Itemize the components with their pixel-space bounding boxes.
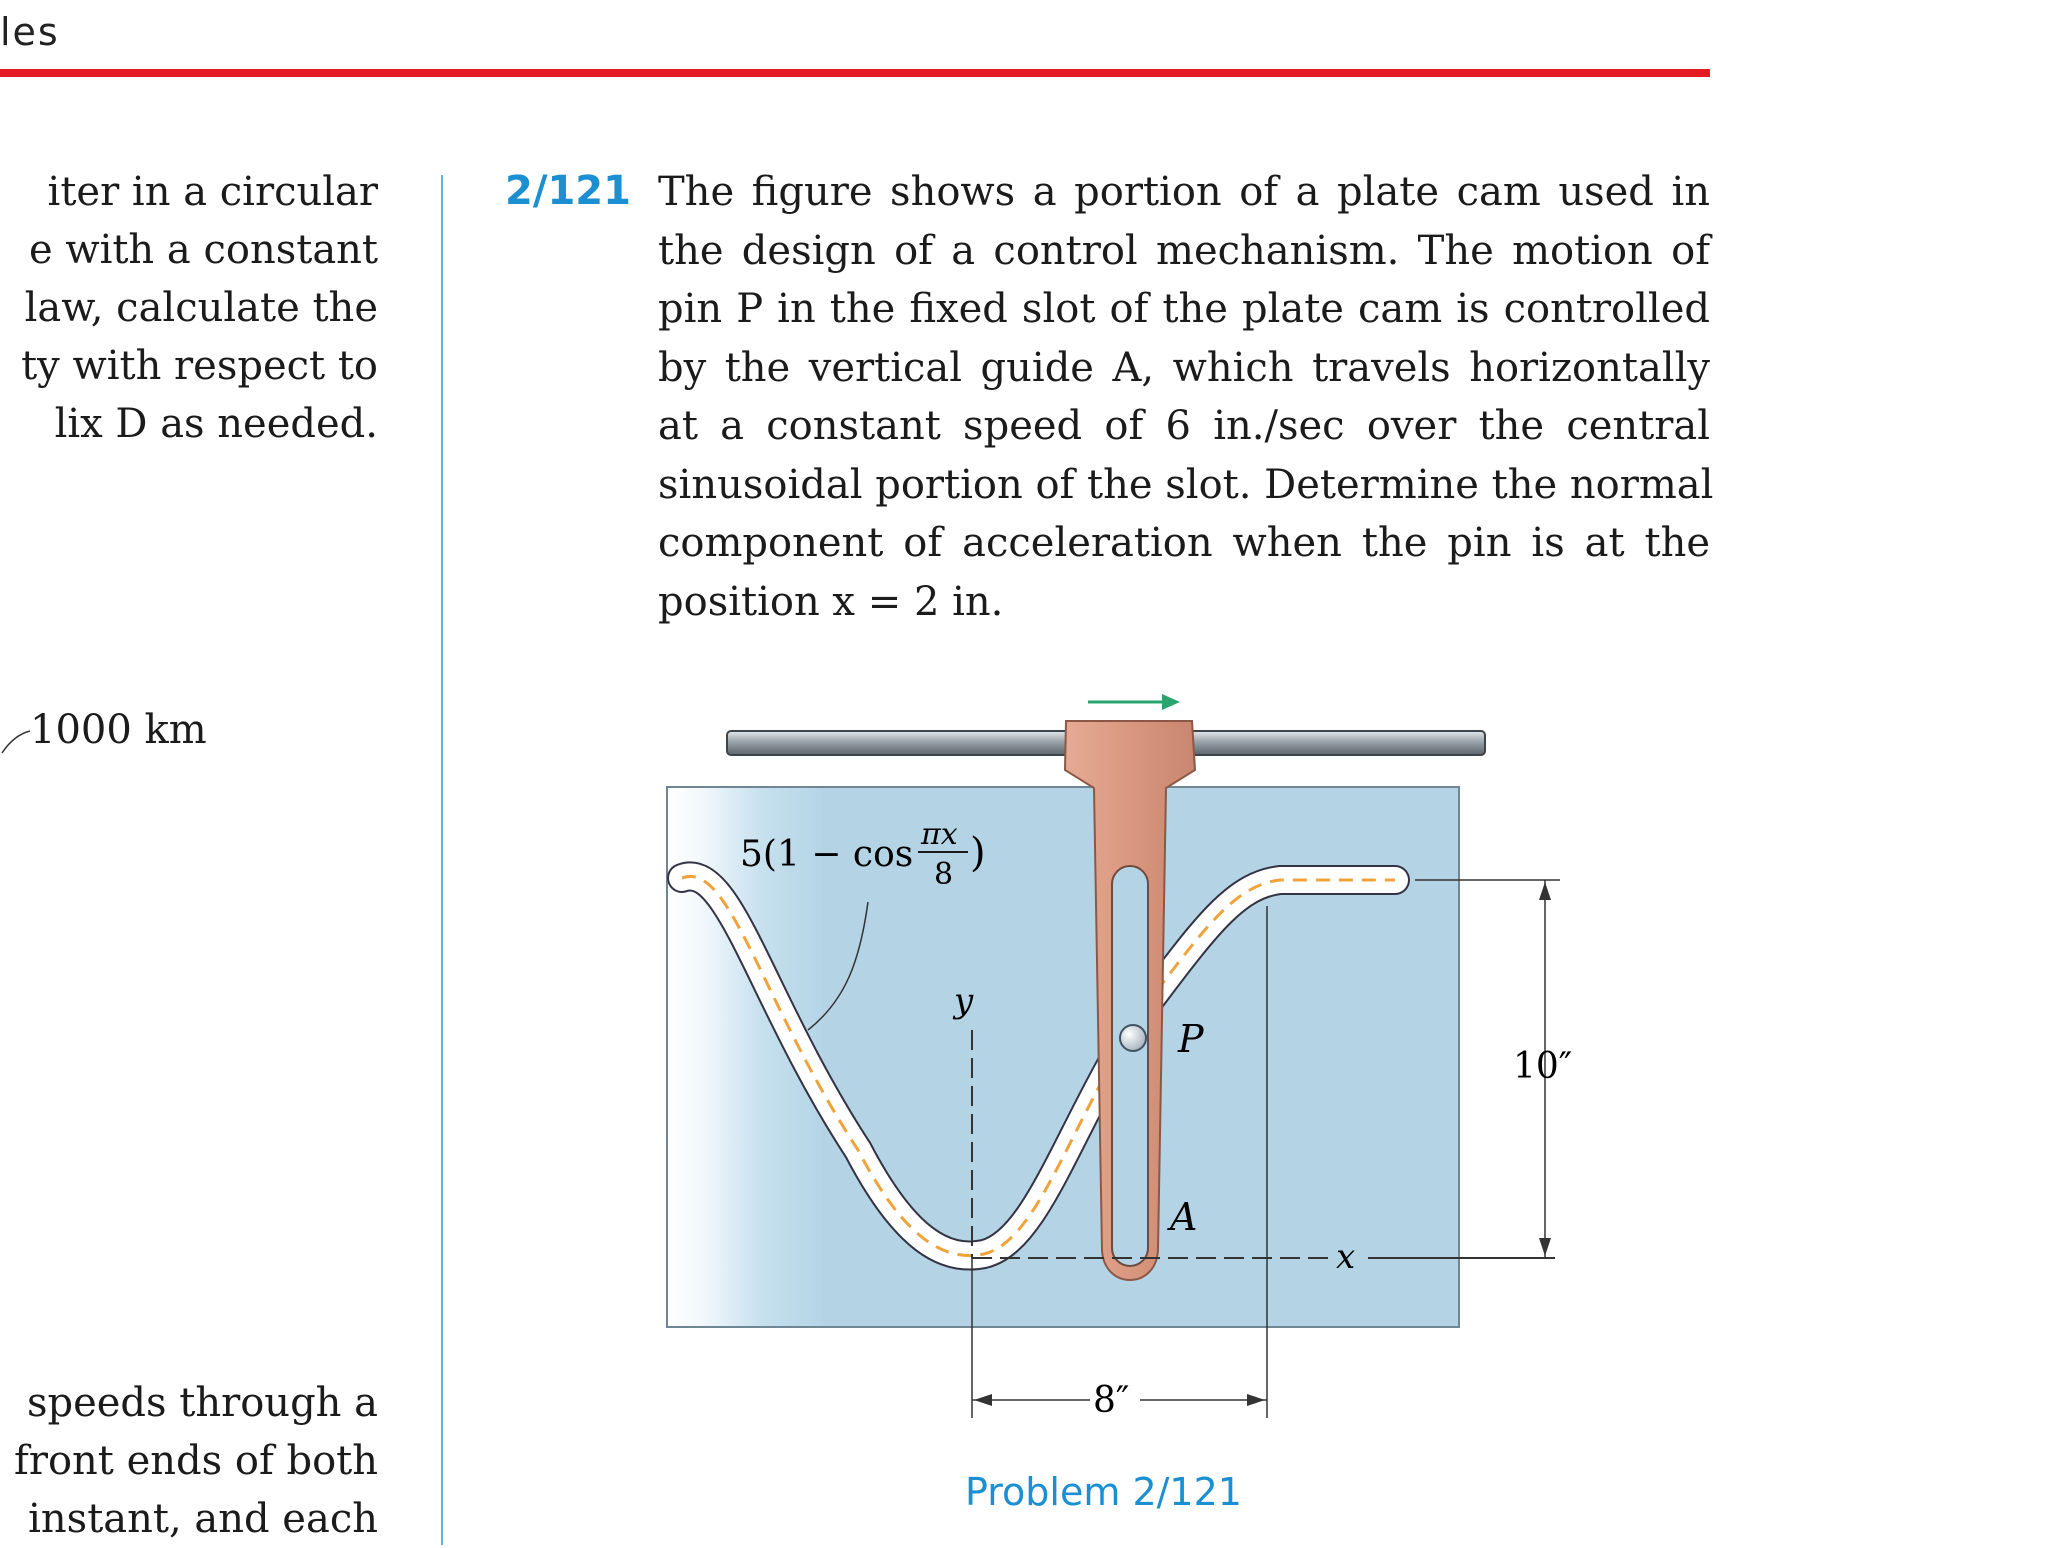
curve-equation-suffix: ) bbox=[970, 830, 986, 876]
motion-arrow bbox=[1088, 694, 1180, 710]
guide-slot bbox=[1112, 866, 1148, 1266]
problem-number: 2/121 bbox=[505, 168, 631, 214]
left-text-line: front ends of both bbox=[14, 1438, 378, 1484]
guide-label: A bbox=[1170, 1195, 1198, 1239]
section-header: les bbox=[0, 10, 60, 54]
problem-line: The figure shows a portion of a plate cam used in bbox=[658, 169, 1710, 215]
left-text-line: lix D as needed. bbox=[54, 401, 378, 447]
altitude-label: 1000 km bbox=[30, 707, 207, 753]
problem-line: the design of a control mechanism. The motion of bbox=[658, 227, 1710, 274]
left-text-line: law, calculate the bbox=[24, 285, 378, 331]
curve-equation-numerator: πx bbox=[921, 817, 958, 852]
x-axis-label: x bbox=[1336, 1237, 1356, 1277]
width-dimension-label: 8″ bbox=[1093, 1380, 1130, 1421]
problem-line: by the vertical guide A, which travels horizontally bbox=[658, 344, 1710, 391]
left-text-line: speeds through a bbox=[26, 1380, 378, 1426]
problem-line: pin P in the fixed slot of the plate cam is controlled bbox=[658, 286, 1710, 332]
left-text-line: instant, and each bbox=[28, 1496, 378, 1542]
left-text-line: iter in a circular bbox=[47, 169, 378, 215]
left-text-line: ty with respect to bbox=[21, 343, 378, 389]
problem-line: at a constant speed of 6 in./sec over the central bbox=[658, 403, 1710, 449]
figure-caption: Problem 2/121 bbox=[965, 1470, 1242, 1514]
problem-line: position x = 2 in. bbox=[658, 578, 1004, 625]
height-dimension-label: 10″ bbox=[1513, 1046, 1573, 1087]
curve-equation-prefix: 5(1 − cos bbox=[740, 834, 914, 875]
pin-p bbox=[1120, 1025, 1146, 1051]
problem-line: sinusoidal portion of the slot. Determine the normal bbox=[658, 461, 1714, 508]
left-text-line: e with a constant bbox=[28, 227, 378, 273]
problem-line: component of acceleration when the pin is at the bbox=[658, 520, 1710, 566]
pin-label: P bbox=[1178, 1017, 1204, 1061]
y-axis-label: y bbox=[954, 981, 974, 1021]
curve-equation-denominator: 8 bbox=[934, 857, 954, 892]
